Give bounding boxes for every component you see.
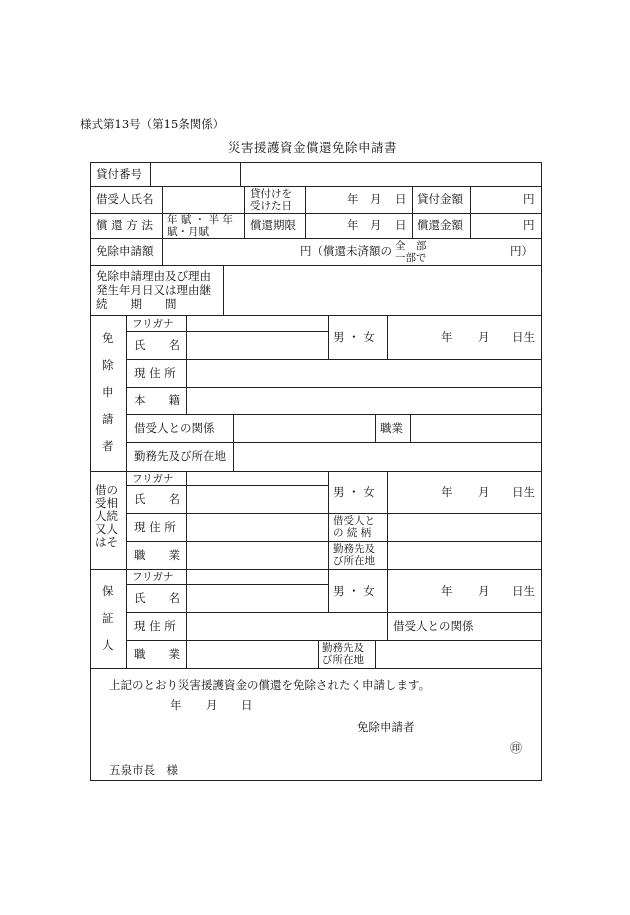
reason-label-line1: 免除申請理由及び理由	[96, 269, 211, 283]
repay-period-month: 月	[370, 218, 382, 232]
guarantor-relation-label: 借受人との関係	[393, 619, 474, 633]
addressee: 五泉市長 様	[109, 763, 178, 777]
guarantor-birth-year: 年	[441, 584, 453, 598]
guarantor-gender[interactable]: 男 ・ 女	[333, 584, 375, 598]
application-date-month: 月	[206, 698, 218, 712]
applicant-gender[interactable]: 男 ・ 女	[333, 330, 375, 344]
guarantor-name-field[interactable]	[188, 586, 326, 610]
heir-birth-month: 月	[478, 485, 490, 499]
applicant-group-label-4: 請	[102, 412, 114, 426]
applicant-workplace-label: 勤務先及び所在地	[134, 449, 226, 463]
applicant-furigana-label: フリガナ	[132, 318, 174, 330]
heir-occupation-field[interactable]	[188, 543, 326, 567]
application-date-year: 年	[170, 698, 182, 712]
heir-address-label: 現 住 所	[134, 520, 176, 534]
heir-group-label-1: 借の	[95, 483, 118, 497]
repay-method-options-line2: 賦・月賦	[167, 226, 209, 238]
applicant-address-label: 現 住 所	[134, 366, 176, 380]
guarantor-group-label-1: 保	[102, 584, 114, 598]
heir-name-label: 氏 名	[134, 492, 180, 506]
heir-birth-suffix: 日生	[512, 485, 535, 499]
heir-group-label-4: 又人	[95, 522, 118, 536]
repay-period-day: 日	[395, 218, 407, 232]
heir-occupation-label: 職 業	[134, 548, 180, 562]
guarantor-birth-suffix: 日生	[512, 584, 535, 598]
applicant-group-label-5: 者	[102, 439, 114, 453]
repay-period-label: 償還期限	[250, 218, 296, 232]
exemption-yen-close: 円）	[510, 244, 533, 258]
frame-top	[90, 162, 542, 163]
guarantor-workplace-field[interactable]	[377, 642, 539, 666]
loan-amount-label: 貸付金額	[417, 192, 463, 206]
heir-name-field[interactable]	[188, 487, 326, 511]
seal-icon: ㊞	[510, 741, 523, 755]
applicant-occupation-field[interactable]	[412, 416, 539, 440]
applicant-name-label: 氏 名	[134, 338, 180, 352]
reason-field[interactable]	[225, 267, 539, 313]
applicant-workplace-field[interactable]	[235, 444, 539, 469]
loan-date-label-line2: 受けた日	[250, 200, 292, 212]
heir-birth-year: 年	[441, 485, 453, 499]
repay-amount-label: 償還金額	[417, 218, 463, 232]
repay-amount-yen: 円	[523, 218, 535, 232]
applicant-group-label-3: 申	[102, 385, 114, 399]
repay-period-year: 年	[347, 218, 359, 232]
borrower-name-field[interactable]	[164, 188, 242, 211]
heir-workplace-field[interactable]	[389, 543, 539, 567]
guarantor-occupation-label: 職 業	[134, 647, 180, 661]
loan-date-year: 年	[347, 192, 359, 206]
reason-label-line2: 発生年月日又は理由継	[96, 283, 211, 297]
loan-amount-yen: 円	[523, 192, 535, 206]
guarantor-address-label: 現 住 所	[134, 619, 176, 633]
exemption-all-option[interactable]: 全 部	[395, 240, 427, 252]
reason-label-line3: 続 期 間	[96, 297, 177, 311]
guarantor-group-label-3: 人	[102, 638, 114, 652]
applicant-name-field[interactable]	[188, 333, 326, 357]
applicant-occupation-label: 職業	[380, 421, 403, 435]
heir-relation-label-line2: の 続 柄	[333, 527, 372, 539]
exemption-amount-label: 免除申請額	[96, 244, 154, 258]
guarantor-birth-month: 月	[478, 584, 490, 598]
applicant-birth-month: 月	[478, 330, 490, 344]
heir-furigana-label: フリガナ	[132, 473, 174, 485]
applicant-address-field[interactable]	[188, 361, 539, 385]
applicant-relation-label: 借受人との関係	[134, 421, 215, 435]
application-date-day: 日	[241, 698, 253, 712]
guarantor-group-label-2: 証	[102, 611, 114, 625]
applicant-domicile-label: 本 籍	[134, 393, 180, 407]
applicant-group-label-1: 免	[102, 331, 114, 345]
applicant-birth-suffix: 日生	[512, 330, 535, 344]
heir-workplace-label-line2: び所在地	[333, 555, 375, 567]
declaration-text: 上記のとおり災害援護資金の償還を免除されたく申請します。	[109, 678, 431, 692]
heir-gender[interactable]: 男 ・ 女	[333, 485, 375, 499]
loan-number-label: 貸付番号	[96, 167, 142, 181]
frame-bottom	[90, 780, 542, 781]
heir-group-label-5: はそ	[95, 535, 118, 549]
loan-date-month: 月	[370, 192, 382, 206]
form-title: 災害援護資金償還免除申請書	[228, 140, 398, 155]
guarantor-workplace-label-line1: 勤務先及	[322, 642, 364, 654]
form-number: 様式第13号（第15条関係）	[80, 117, 225, 131]
heir-address-field[interactable]	[188, 515, 326, 539]
guarantor-address-field[interactable]	[188, 614, 385, 638]
heir-workplace-label-line1: 勤務先及	[333, 543, 375, 555]
heir-group-label-3: 人続	[95, 509, 118, 523]
applicant-relation-field[interactable]	[235, 416, 373, 440]
heir-relation-field[interactable]	[389, 515, 539, 539]
repay-method-label: 償 還 方 法	[96, 218, 153, 232]
applicant-domicile-field[interactable]	[188, 389, 539, 412]
loan-number-field[interactable]	[152, 164, 238, 184]
loan-date-day: 日	[395, 192, 407, 206]
guarantor-name-label: 氏 名	[134, 591, 180, 605]
heir-relation-label-line1: 借受人と	[333, 515, 375, 527]
applicant-group-label-2: 除	[102, 358, 114, 372]
guarantor-furigana-label: フリガナ	[132, 571, 174, 583]
heir-group-label-2: 受相	[95, 496, 118, 510]
loan-date-label-line1: 貸付けを	[250, 188, 292, 200]
exemption-partial-option[interactable]: 一部で	[395, 252, 427, 264]
guarantor-occupation-field[interactable]	[188, 642, 316, 666]
applicant-birth-year: 年	[441, 330, 453, 344]
applicant-signature-label: 免除申請者	[357, 720, 415, 734]
borrower-name-label: 借受人氏名	[96, 192, 154, 206]
exemption-amount-text: 円（償還未済額の	[300, 244, 392, 258]
repay-method-options-line1: 年 賦 ・ 半 年	[167, 214, 233, 226]
guarantor-workplace-label-line2: び所在地	[322, 654, 364, 666]
